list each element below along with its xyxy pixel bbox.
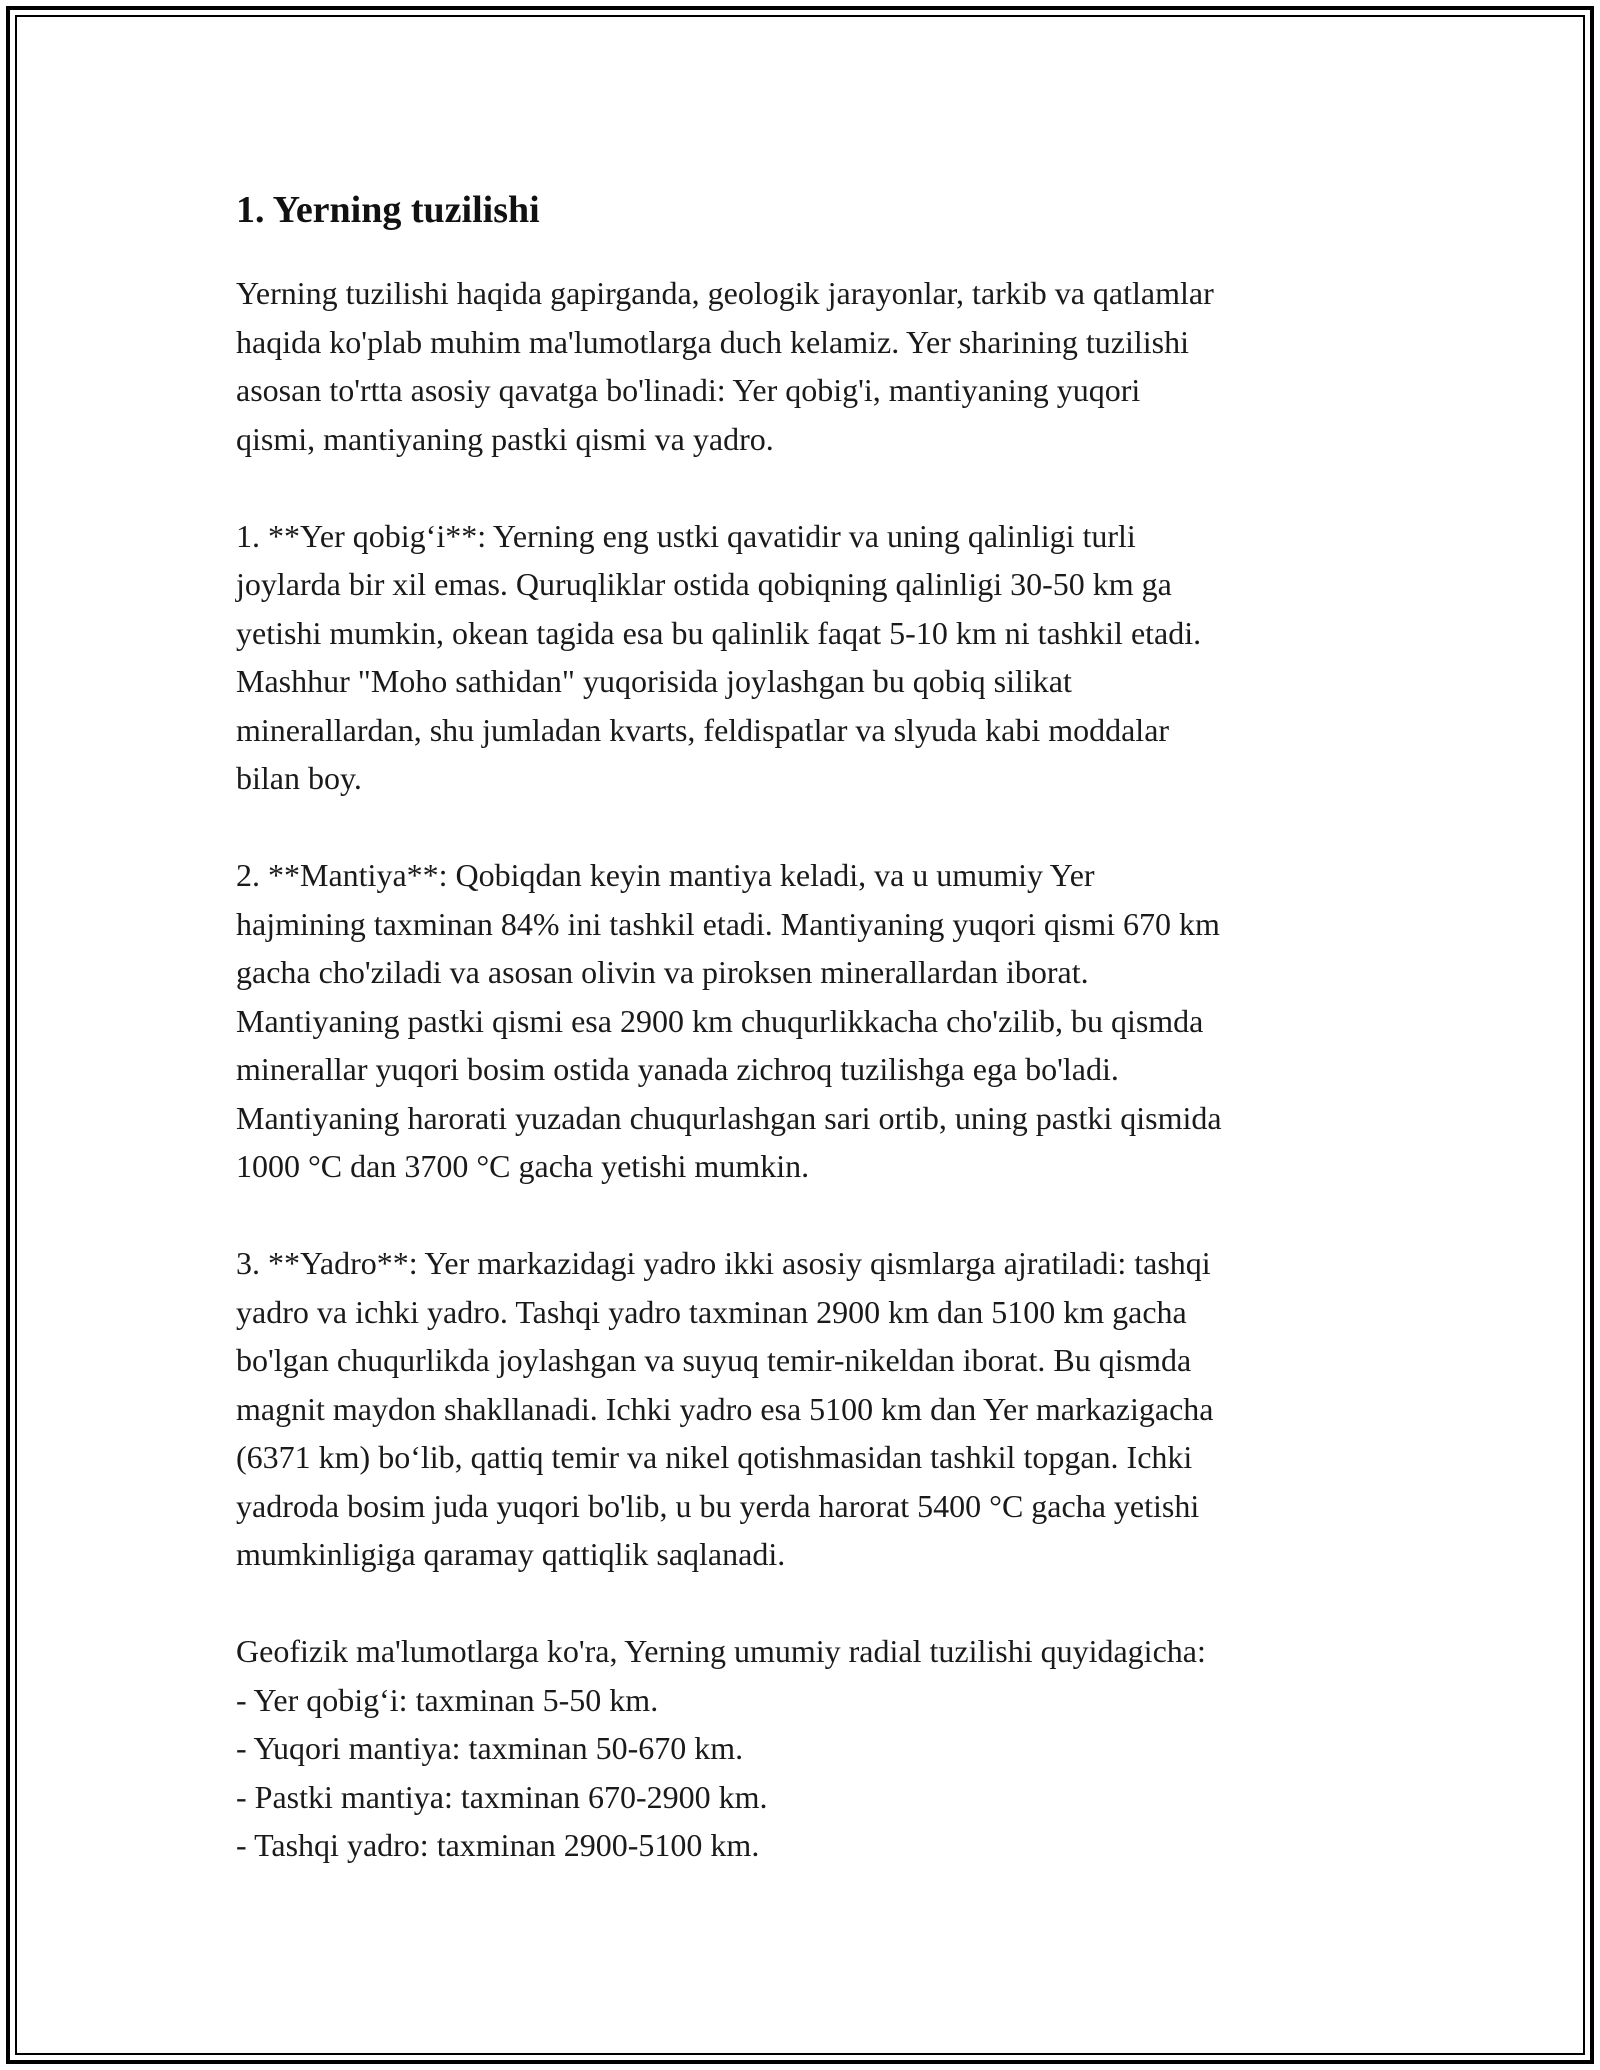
body-text: Yerning tuzilishi haqida gapirganda, geologik jarayonlar, tarkib va qatlamlar haqida ko'plab muhim ma'lumotlarga duch kelamiz. Yer sharining tuzilishi asosan to'rtta asosiy qavatga bo'linadi: Yer qobig'i, mantiyaning yuqori qismi, mantiyaning pastki qismi va yadro. 1. **Yer qobig‘i**: Yerning eng ustki qavatidir va uning qalinligi turli joylarda bir xil emas. Quruqliklar ostida qobiqning qalinligi 30-50 km ga yetishi mumkin, okean tagida esa bu qalinlik faqat 5-10 km ni tashkil etadi. Mashhur "Moho sathidan" yuqorisida joylashgan bu qobiq silikat minerallardan, shu jumladan kvarts, feldispatlar va slyuda kabi moddalar bilan boy. 2. **Mantiya**: Qobiqdan keyin mantiya keladi, va u umumiy Yer hajmining taxminan 84% ini tashkil etadi. Mantiyaning yuqori qismi 670 km gacha cho'ziladi va asosan olivin va piroksen minerallardan iborat. Mantiyaning pastki qismi esa 2900 km chuqurlikkacha cho'zilib, bu qismda minerallar yuqori bosim ostida yanada zichroq tuzilishga ega bo'ladi. Mantiyaning harorati yuzadan chuqurlashgan sari ortib, uning pastki qismida 1000 °C dan 3700 °C gacha yetishi mumkin. 3. **Yadro**: Yer markazidagi yadro ikki asosiy qismlarga ajratiladi: tashqi yadro va ichki yadro. Tashqi yadro taxminan 2900 km dan 5100 km gacha bo'lgan chuqurlikda joylashgan va suyuq temir-nikeldan iborat. Bu qismda magnit maydon shakllanadi. Ichki yadro esa 5100 km dan Yer markazigacha (6371 km) bo‘lib, qattiq temir va nikel qotishmasidan tashkil topgan. Ichki yadroda bosim juda yuqori bo'lib, u bu yerda harorat 5400 °C gacha yetishi mumkinligiga qaramay qattiqlik saqlanadi. Geofizik ma'lumotlarga ko'ra, Yerning umumiy radial tuzilishi quyidagicha: - Yer qobig‘i: taxminan 5-50 km. - Yuqori mantiya: taxminan 50-670 km. - Pastki mantiya: taxminan 670-2900 km. - Tashqi yadro: taxminan 2900-5100 km. bbox=[236, 275, 1222, 1863]
document-content bbox=[236, 185, 1376, 1870]
page-title: 1. Yerning tuzilishi bbox=[236, 189, 540, 231]
